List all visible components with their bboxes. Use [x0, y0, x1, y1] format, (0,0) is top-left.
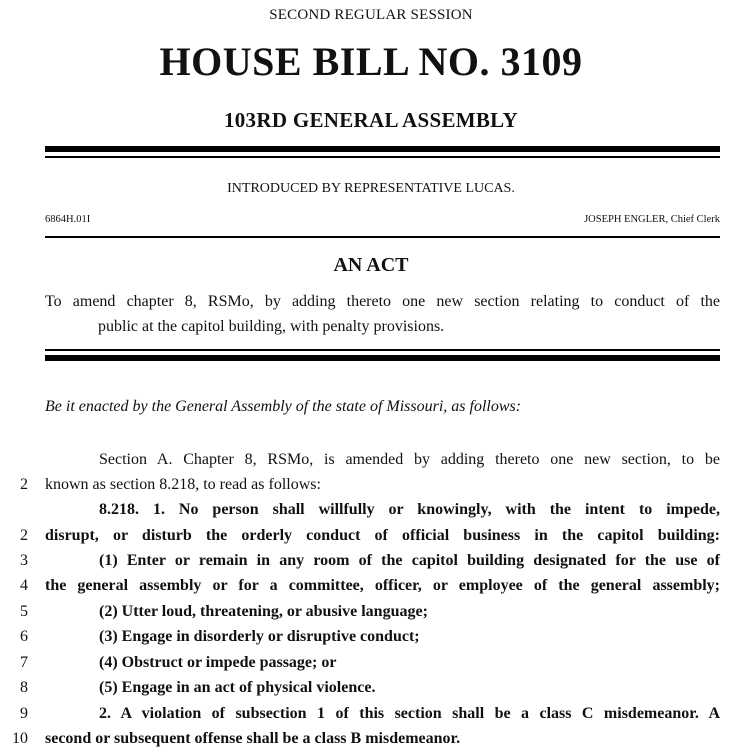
bill-code: 6864H.01I	[45, 214, 91, 225]
top-rule-thick	[45, 146, 720, 152]
line-number: 5	[20, 603, 28, 620]
enacting-clause: Be it enacted by the General Assembly of the state of Missouri, as follows:	[45, 398, 522, 415]
item-3: (3) Engage in disorderly or disruptive conduct;	[99, 628, 420, 645]
act-rule	[45, 236, 720, 238]
line-number: 7	[20, 654, 28, 671]
subsection-2-line-1: 2. A violation of subsection 1 of this section shall be a class C misdemeanor. A	[99, 705, 720, 722]
item-5: (5) Engage in an act of physical violence.	[99, 679, 376, 696]
item-4: (4) Obstruct or impede passage; or	[99, 654, 337, 671]
line-number: 9	[20, 705, 28, 722]
section-a-line-1: Section A. Chapter 8, RSMo, is amended by adding thereto one new section, to be	[99, 451, 720, 468]
assembly-label: 103RD GENERAL ASSEMBLY	[223, 108, 519, 132]
mid-rule-thick	[45, 355, 720, 361]
act-heading: AN ACT	[333, 254, 409, 276]
line-number: 2	[20, 476, 28, 493]
line-number: 6	[20, 628, 28, 645]
act-title-line-2: public at the capitol building, with penalty provisions.	[98, 318, 445, 335]
bill-title: HOUSE BILL NO. 3109	[159, 39, 583, 84]
act-title-line-1: To amend chapter 8, RSMo, by adding thereto one new section relating to conduct of the	[45, 293, 720, 310]
section-a-line-2: known as section 8.218, to read as follows:	[45, 476, 321, 493]
line-number: 3	[20, 552, 28, 569]
line-number: 2	[20, 527, 28, 544]
top-rule-thin	[45, 156, 720, 158]
chief-clerk: JOSEPH ENGLER, Chief Clerk	[584, 214, 720, 225]
subsection-1-line-1: 8.218. 1. No person shall willfully or knowingly, with the intent to impede,	[99, 501, 720, 518]
mid-rule-thin	[45, 349, 720, 351]
subsection-2-line-2: second or subsequent offense shall be a class B misdemeanor.	[45, 730, 461, 747]
line-number: 4	[20, 577, 28, 594]
introduced-by: INTRODUCED BY REPRESENTATIVE LUCAS.	[227, 181, 515, 196]
item-2: (2) Utter loud, threatening, or abusive language;	[99, 603, 428, 620]
line-number: 8	[20, 679, 28, 696]
item-1-line-1: (1) Enter or remain in any room of the capitol building designated for the use of	[99, 552, 720, 569]
item-1-line-2: the general assembly or for a committee, officer, or employee of the general assembly;	[45, 577, 720, 594]
subsection-1-line-2: disrupt, or disturb the orderly conduct of official business in the capitol building:	[45, 527, 720, 544]
line-number: 10	[12, 730, 28, 747]
session-label: SECOND REGULAR SESSION	[269, 7, 473, 23]
